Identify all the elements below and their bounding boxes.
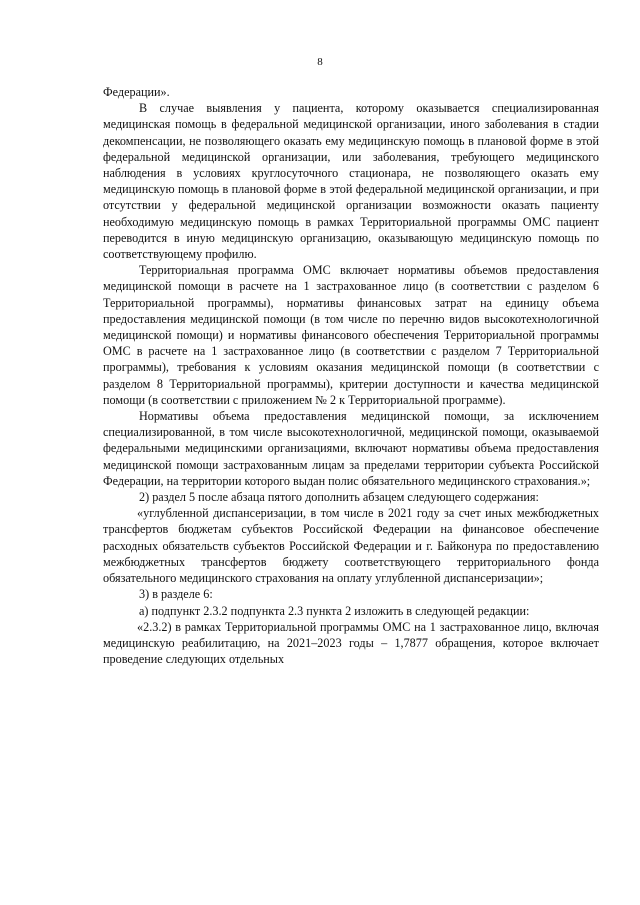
paragraph-section-5-amendment: 2) раздел 5 после абзаца пятого дополнить абзацем следующего содержания: [139,490,539,505]
paragraph-deep-dispensary-quote: «углубленной диспансеризации, в том числе в 2021 году за счет иных межбюджетных трансфертов бюджетам субъектов Российской Федерации на финансовое обеспечение расходных обязательств субъектов Российской Федерации и г. Байконура по предоставлению межбюджетных трансфертов бюджету соответствующего территориального фонда обязательного медицинского страхования на оплату углубленной диспансеризации»; [103,506,599,586]
paragraph-patient-transfer: В случае выявления у пациента, которому оказывается специализированная медицинская помощь в федеральной медицинской организации, иного заболевания в стадии декомпенсации, не позволяющего оказать ему медицинскую помощь в плановой форме в этой федеральной медицинской организации, или заболевания, требующего медицинского наблюдения в условиях круглосуточного стационара, не позволяющего оказать ему медицинскую помощь в плановой форме в этой федеральной медицинской организации, и при отсутствии у федеральной медицинской организации возможности оказать пациенту необходимую медицинскую помощь в рамках Территориальной программы ОМС пациент переводится в иную медицинскую организацию, оказывающую медицинскую помощь по соответствующему профилю. [103,101,599,262]
paragraph-item-2-3-2: «2.3.2) в рамках Территориальной программы ОМС на 1 застрахованное лицо, включая медицинскую реабилитацию, на 2021–2023 годы – 1,7877 обращения, которое включает проведение следующих отдельных [103,619,599,667]
paragraph-program-norms: Территориальная программа ОМС включает нормативы объемов предоставления медицинской помощи в расчете на 1 застрахованное лицо (в соответствии с разделом 6 Территориальной программы), нормативы финансовых затрат на единицу объема предоставления медицинской помощи (в том числе по перечню видов высокотехнологичной медицинской помощи) и нормативы финансового обеспечения Территориальной программы ОМС в расчете на 1 застрахованное лицо (в соответствии с разделом 7 Территориальной программы), требования к условиям оказания медицинской помощи (в соответствии с разделом 8 Территориальной программы), критерии доступности и качества медицинской помощи (в соответствии с приложением № 2 к Территориальной программе). [103,263,599,407]
page-number: 8 [317,56,323,68]
paragraph-subitem-a: а) подпункт 2.3.2 подпункта 2.3 пункта 2 изложить в следующей редакции: [139,603,530,618]
paragraph-section-6-heading: 3) в разделе 6: [139,587,213,602]
paragraph-volume-norms: Нормативы объема предоставления медицинской помощи, за исключением специализированной, в том числе высокотехнологичной, медицинской помощи, оказываемой федеральными медицинскими организациями, включают нормативы объема предоставления медицинской помощи застрахованным лицам за пределами территории субъекта Российской Федерации, на территории которого выдан полис обязательного медицинского страхования.»; [103,409,599,488]
paragraph-federation-end: Федерации». [103,85,170,99]
document-body [103,84,599,667]
